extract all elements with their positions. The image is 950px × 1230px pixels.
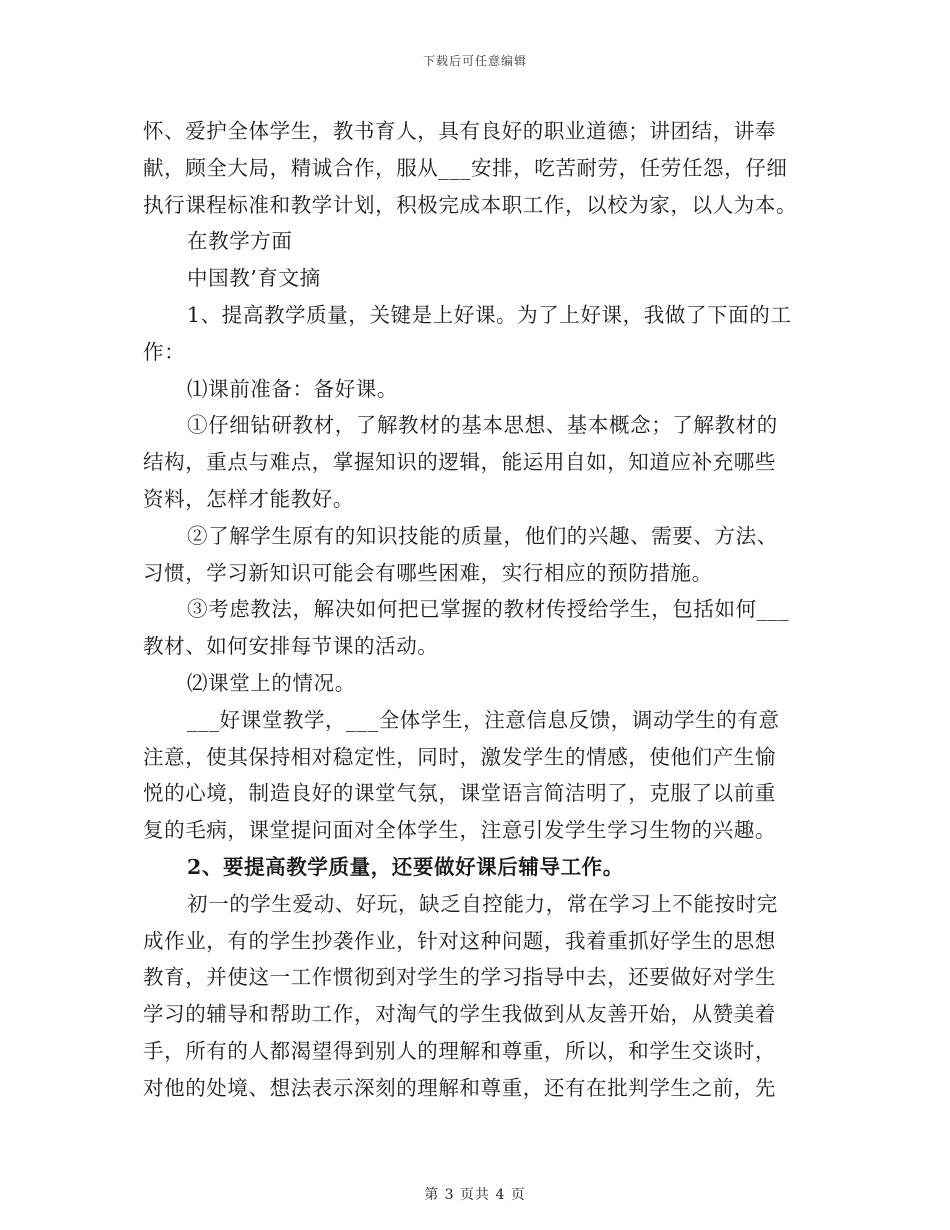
text-line: 教材、如何安排每节课的活动。 bbox=[143, 634, 439, 659]
text-line: 注意，使其保持相对稳定性，同时，激发学生的情感，使他们产生愉 bbox=[143, 744, 776, 769]
page-footer: 第 3 页共 4 页 bbox=[424, 1187, 526, 1203]
text-line: 习惯，学习新知识可能会有哪些困难，实行相应的预防措施。 bbox=[143, 560, 713, 585]
text-line: 在教学方面 bbox=[187, 229, 293, 254]
text-line: ①仔细钻研教材，了解教材的基本思想、基本概念；了解教材的 bbox=[187, 413, 778, 438]
text-line: 教育，并使这一工作惯彻到对学生的学习指导中去，还要做好对学生 bbox=[143, 965, 776, 990]
text-line: ③考虑教法，解决如何把已掌握的教材传授给学生，包括如何___ bbox=[187, 597, 790, 622]
text-line: ⑵课堂上的情况。 bbox=[187, 670, 356, 695]
text-line: 成作业，有的学生抄袭作业，针对这种问题，我着重抓好学生的思想 bbox=[143, 928, 776, 953]
text-line: ②了解学生原有的知识技能的质量，他们的兴趣、需要、方法、 bbox=[187, 523, 778, 548]
text-line: 学习的辅导和帮助工作，对淘气的学生我做到从友善开始，从赞美着 bbox=[143, 1002, 776, 1027]
document-body bbox=[143, 113, 811, 1107]
text-line: 中国教’育文摘 bbox=[187, 266, 321, 291]
text-line: 献，顾全大局，精诚合作，服从___安排，吃苦耐劳，任劳任怨，仔细 bbox=[143, 155, 788, 180]
text-line: 结构，重点与难点，掌握知识的逻辑，能运用自如，知道应补充哪些 bbox=[143, 450, 776, 475]
text-line: 作： bbox=[143, 339, 186, 364]
text-line: 怀、爱护全体学生，教书育人，具有良好的职业道德；讲团结，讲奉 bbox=[143, 119, 776, 143]
text-line: 执行课程标准和教学计划，积极完成本职工作，以校为家，以人为本。 bbox=[143, 192, 798, 217]
text-line: 资料，怎样才能教好。 bbox=[143, 486, 354, 511]
text-line: 手，所有的人都渴望得到别人的理解和尊重，所以，和学生交谈时， bbox=[143, 1038, 776, 1063]
section-heading: 2、要提高教学质量，还要做好课后辅导工作。 bbox=[187, 854, 624, 879]
text-line: 1、提高教学质量，关键是上好课。为了上好课，我做了下面的工 bbox=[187, 302, 792, 327]
text-line: 初一的学生爱动、好玩，缺乏自控能力，常在学习上不能按时完 bbox=[187, 891, 778, 916]
page-header: 下载后可任意编辑 bbox=[422, 54, 527, 68]
text-line: 悦的心境，制造良好的课堂气氛，课堂语言简洁明了，克服了以前重 bbox=[143, 781, 776, 806]
text-line: ___好课堂教学，___全体学生，注意信息反馈，调动学生的有意 bbox=[187, 707, 780, 732]
text-line: 复的毛病，课堂提问面对全体学生，注意引发学生学习生物的兴趣。 bbox=[143, 818, 776, 843]
text-line: ⑴课前准备：备好课。 bbox=[187, 376, 398, 401]
text-line: 对他的处境、想法表示深刻的理解和尊重，还有在批判学生之前，先 bbox=[143, 1075, 776, 1100]
